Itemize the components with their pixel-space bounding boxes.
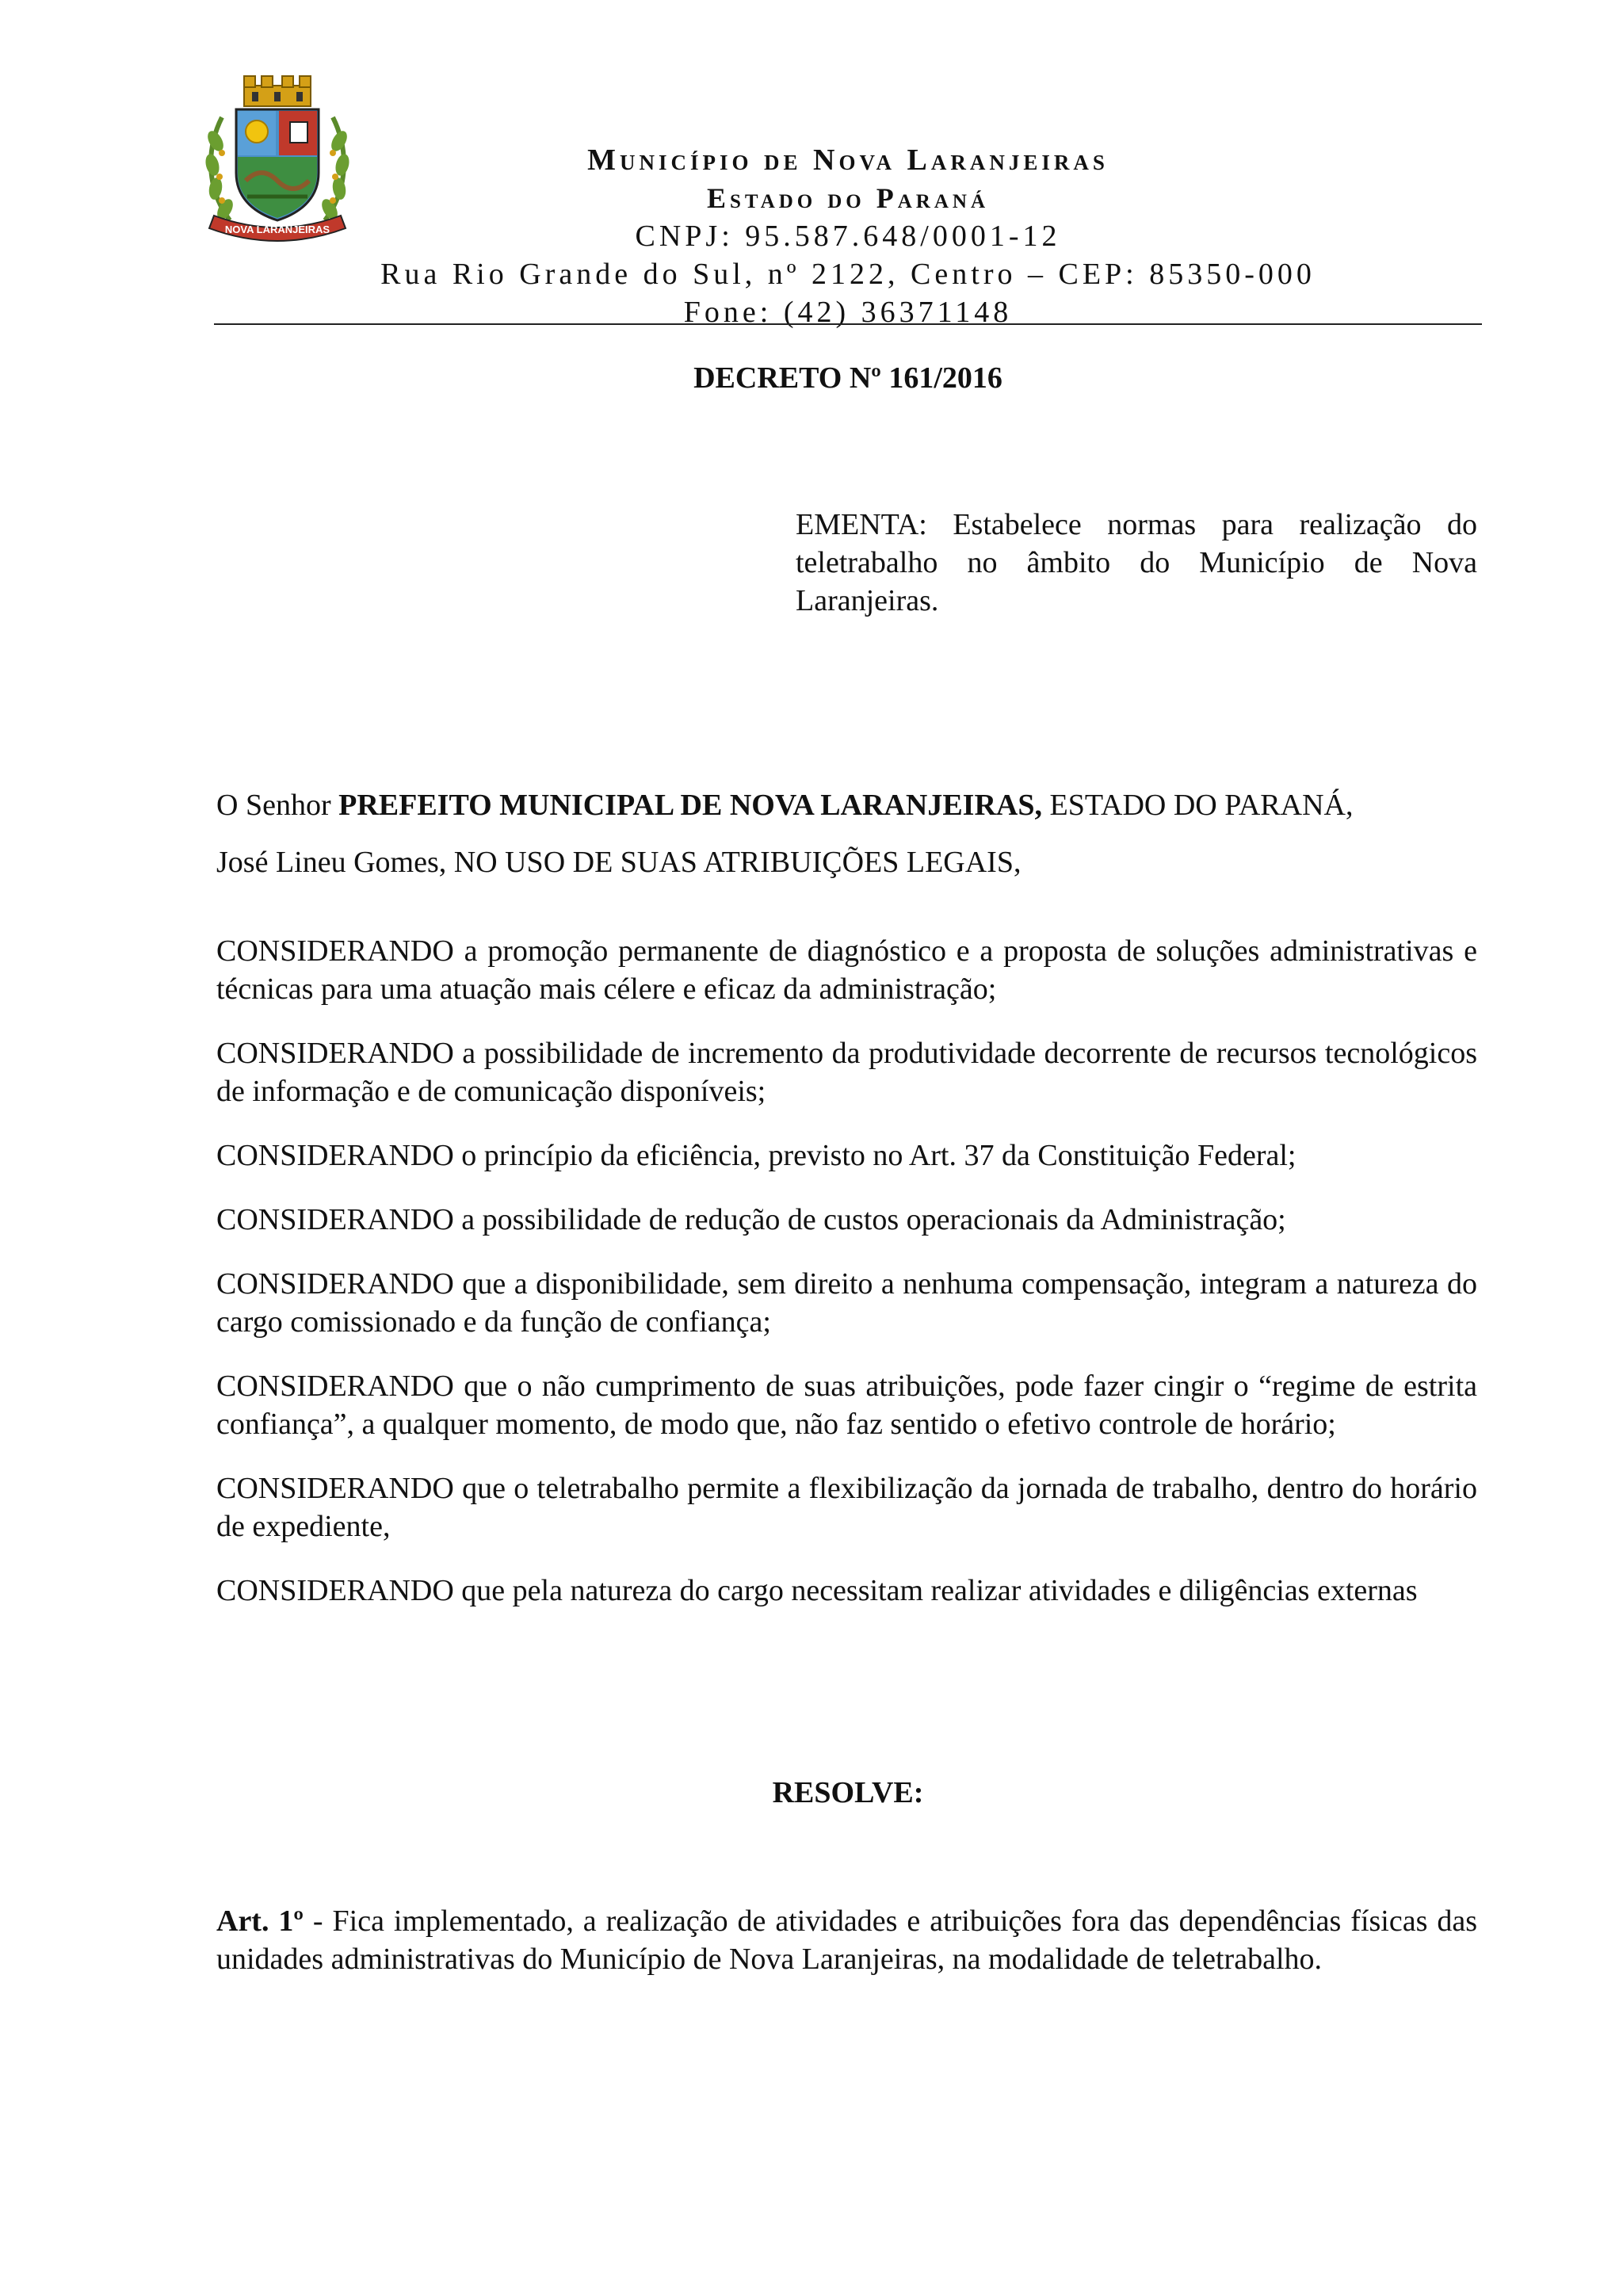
considerandos-list [216,932,1477,1636]
intro-mayor-title: PREFEITO MUNICIPAL DE NOVA LARANJEIRAS, [338,789,1042,822]
decree-title: DECRETO Nº 161/2016 [693,361,1002,395]
cnpj-text: CNPJ: 95.587.648/0001-12 [635,220,1061,253]
considerando-paragraph: CONSIDERANDO que o não cumprimento de suas atribuições, pode fazer cingir o “regime de estrita confiança”, a qualquer momento, de modo que, não faz sentido o efetivo controle de horário; [216,1370,1477,1441]
resolve-heading: RESOLVE: [772,1776,924,1809]
header-divider [214,323,1482,325]
svg-text:NOVA LARANJEIRAS: NOVA LARANJEIRAS [224,223,330,235]
intro-line-2: José Lineu Gomes, NO USO DE SUAS ATRIBUIÇÕES LEGAIS, [216,846,1022,879]
considerando-paragraph: CONSIDERANDO a promoção permanente de diagnóstico e a proposta de soluções administrativas e técnicas para uma atuação mais célere e eficaz da administração; [216,934,1477,1006]
considerando-paragraph: CONSIDERANDO que pela natureza do cargo necessitam realizar atividades e diligências externas [216,1574,1418,1607]
phone-text: Fone: (42) 36371148 [683,296,1013,329]
article-1-label: Art. 1º [216,1904,304,1938]
considerando-paragraph: CONSIDERANDO a possibilidade de redução de custos operacionais da Administração; [216,1203,1286,1236]
considerando-paragraph: CONSIDERANDO a possibilidade de incremento da produtividade decorrente de recursos tecnológicos de informação e de comunicação disponíveis; [216,1037,1477,1108]
article-1 [216,1902,1477,1978]
state-name: Estado do Paraná [706,182,990,214]
intro-prefix: O Senhor [216,789,339,822]
considerando-paragraph: CONSIDERANDO que o teletrabalho permite a flexibilização da jornada de trabalho, dentro do horário de expediente, [216,1472,1477,1543]
considerando-paragraph: CONSIDERANDO o princípio da eficiência, previsto no Art. 37 da Constituição Federal; [216,1139,1296,1172]
address-text: Rua Rio Grande do Sul, nº 2122, Centro – CEP: 85350-000 [380,258,1316,291]
letterhead [214,141,1482,331]
intro-line-1 [216,786,1477,824]
intro-suffix: ESTADO DO PARANÁ, [1041,789,1354,822]
considerando-paragraph: CONSIDERANDO que a disponibilidade, sem direito a nenhuma compensação, integram a natureza do cargo comissionado e da função de confiança; [216,1267,1477,1339]
article-1-text: - Fica implementado, a realização de atividades e atribuições fora das dependências físicas das unidades administrativas do Município de Nova Laranjeiras, na modalidade de teletrabalho. [216,1904,1477,1976]
municipality-name: Município de Nova Laranjeiras [587,143,1109,177]
ementa-text: EMENTA: Estabelece normas para realização do teletrabalho no âmbito do Município de Nova Laranjeiras. [796,508,1477,617]
